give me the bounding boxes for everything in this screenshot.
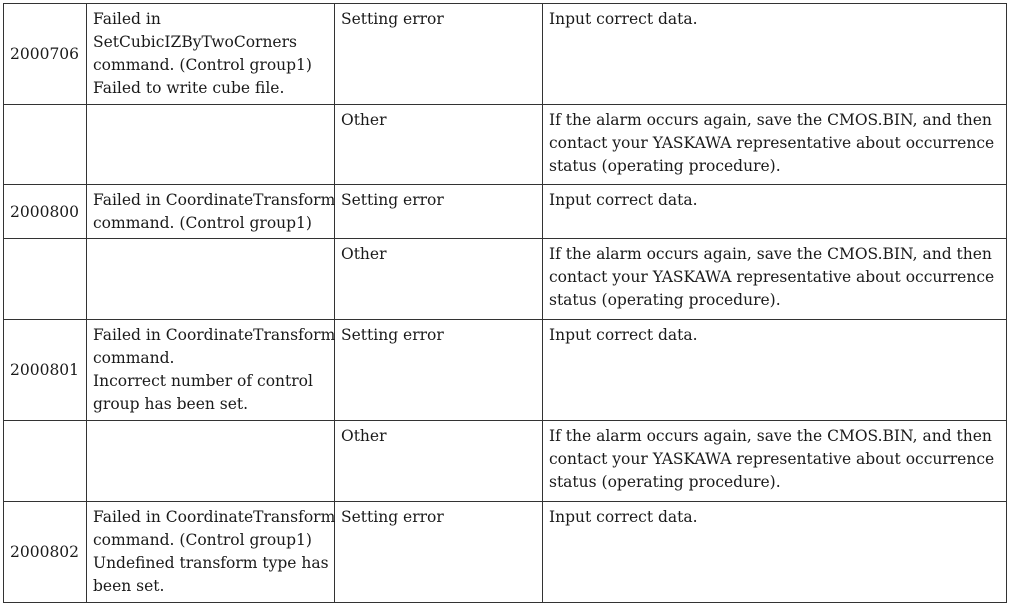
remedy-line: status (operating procedure). <box>549 473 781 491</box>
meaning-cell <box>87 421 335 502</box>
table-row <box>4 320 1007 421</box>
alarm-code-cell: 2000800 <box>4 185 87 239</box>
meaning-line: Failed in CoordinateTransform <box>93 191 336 209</box>
remedy-cell <box>543 105 1007 185</box>
cause-cell: Other <box>335 421 543 502</box>
remedy-line: status (operating procedure). <box>549 157 781 175</box>
meaning-line: command. (Control group1) <box>93 531 312 549</box>
meaning-line: Failed to write cube file. <box>93 79 285 97</box>
cause-cell: Setting error <box>335 185 543 239</box>
remedy-line: Input correct data. <box>549 508 698 526</box>
meaning-cell <box>87 185 335 239</box>
meaning-line: command. <box>93 349 175 367</box>
alarm-code-cell: 2000706 <box>4 4 87 105</box>
cause-cell: Other <box>335 105 543 185</box>
meaning-line: command. (Control group1) <box>93 214 312 232</box>
cause-cell: Setting error <box>335 502 543 603</box>
remedy-cell <box>543 502 1007 603</box>
remedy-line: If the alarm occurs again, save the CMOS.BIN, and then <box>549 427 992 445</box>
meaning-line: Undefined transform type has <box>93 554 329 572</box>
meaning-line: been set. <box>93 577 165 595</box>
table-row <box>4 502 1007 603</box>
alarm-table-body <box>4 4 1007 603</box>
meaning-cell <box>87 4 335 105</box>
remedy-line: contact your YASKAWA representative about occurrence <box>549 268 995 286</box>
remedy-line: Input correct data. <box>549 10 698 28</box>
remedy-cell <box>543 239 1007 320</box>
table-row <box>4 105 1007 185</box>
meaning-cell <box>87 239 335 320</box>
alarm-code-cell <box>4 239 87 320</box>
meaning-line: Failed in CoordinateTransform <box>93 508 336 526</box>
meaning-line: Failed in CoordinateTransform <box>93 326 336 344</box>
remedy-line: If the alarm occurs again, save the CMOS.BIN, and then <box>549 245 992 263</box>
meaning-line: Incorrect number of control <box>93 372 313 390</box>
remedy-line: contact your YASKAWA representative about occurrence <box>549 450 995 468</box>
alarm-table <box>3 3 1007 603</box>
remedy-cell <box>543 185 1007 239</box>
table-row <box>4 185 1007 239</box>
meaning-line: group has been set. <box>93 395 249 413</box>
remedy-line: If the alarm occurs again, save the CMOS.BIN, and then <box>549 111 992 129</box>
meaning-cell <box>87 105 335 185</box>
remedy-line: status (operating procedure). <box>549 291 781 309</box>
meaning-cell <box>87 320 335 421</box>
remedy-cell <box>543 4 1007 105</box>
meaning-line: Failed in <box>93 10 161 28</box>
alarm-code-cell <box>4 105 87 185</box>
cause-cell: Setting error <box>335 4 543 105</box>
remedy-line: contact your YASKAWA representative about occurrence <box>549 134 995 152</box>
table-row <box>4 421 1007 502</box>
remedy-line: Input correct data. <box>549 326 698 344</box>
remedy-line: Input correct data. <box>549 191 698 209</box>
alarm-code-cell <box>4 421 87 502</box>
alarm-code-cell: 2000801 <box>4 320 87 421</box>
alarm-code-cell: 2000802 <box>4 502 87 603</box>
meaning-line: command. (Control group1) <box>93 56 312 74</box>
meaning-line: SetCubicIZByTwoCorners <box>93 33 297 51</box>
remedy-cell <box>543 421 1007 502</box>
remedy-cell <box>543 320 1007 421</box>
cause-cell: Setting error <box>335 320 543 421</box>
table-row <box>4 239 1007 320</box>
cause-cell: Other <box>335 239 543 320</box>
table-row <box>4 4 1007 105</box>
meaning-cell <box>87 502 335 603</box>
